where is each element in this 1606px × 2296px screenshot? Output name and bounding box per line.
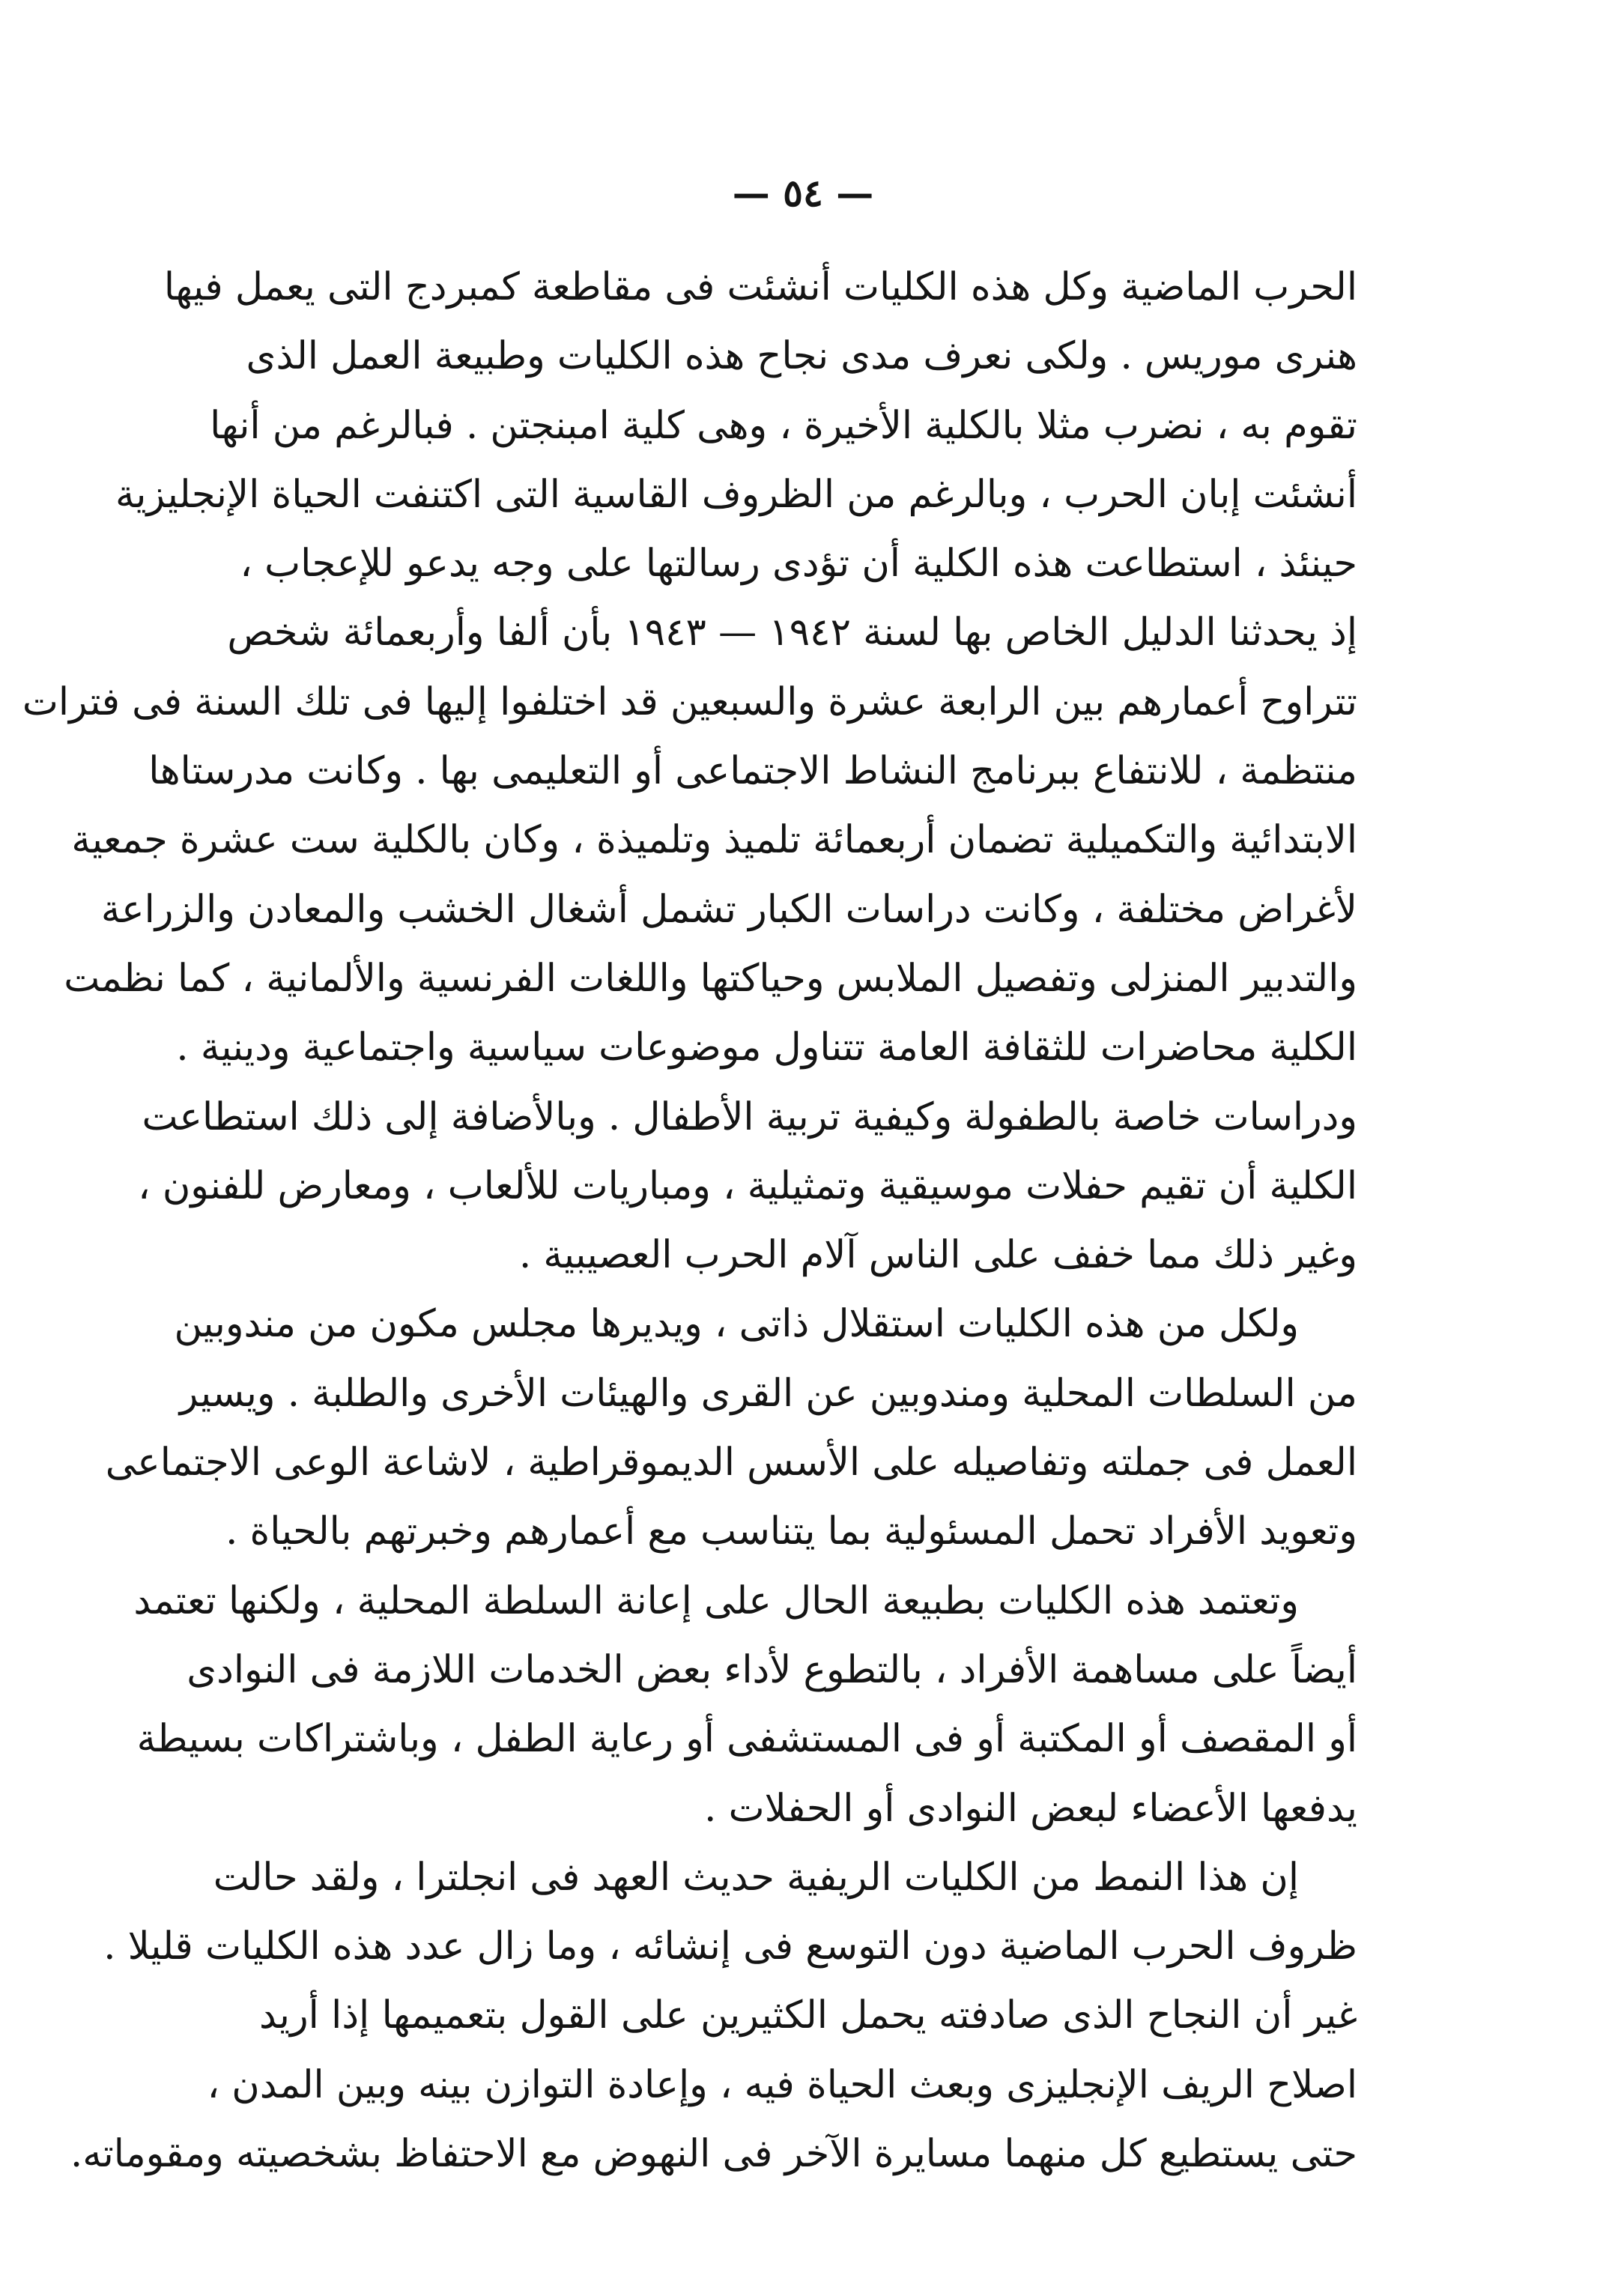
text-line: إن هذا النمط من الكليات الريفية حديث العهد فى انجلترا ، ولقد حالت (213, 1855, 1299, 1900)
text-line: الحرب الماضية وكل هذه الكليات أنشئت فى مقاطعة كمبردج التى يعمل فيها (163, 265, 1357, 309)
text-line: لأغراض مختلفة ، وكانت دراسات الكبار تشمل أشغال الخشب والمعادن والزراعة (100, 887, 1357, 932)
text-line: أو المقصف أو المكتبة أو فى المستشفى أو رعاية الطفل ، وباشتراكات بسيطة (136, 1717, 1357, 1762)
text-line: اصلاح الريف الإنجليزى وبعث الحياة فيه ، وإعادة التوازن بينه وبين المدن ، (207, 2062, 1357, 2107)
text-line: وتعويد الأفراد تحمل المسئولية بما يتناسب مع أعمارهم وخبرتهم بالحياة . (225, 1509, 1357, 1554)
text-line: حتى يستطيع كل منهما مسايرة الآخر فى النهوض مع الاحتفاظ بشخصيته ومقوماته. (70, 2132, 1357, 2177)
text-line: والتدبير المنزلى وتفصيل الملابس وحياكتها واللغات الفرنسية والألمانية ، كما نظمت (64, 956, 1357, 1001)
page-number: — ٥٤ — (732, 171, 874, 215)
text-line: أنشئت إبان الحرب ، وبالرغم من الظروف القاسية التى اكتنفت الحياة الإنجليزية (115, 472, 1357, 517)
text-line: تقوم به ، نضرب مثلا بالكلية الأخيرة ، وهى كلية امبنجتن . فبالرغم من أنها (210, 403, 1357, 448)
body-text (22, 253, 1357, 2189)
text-line: ودراسات خاصة بالطفولة وكيفية تربية الأطفال . وبالأضافة إلى ذلك استطاعت (142, 1094, 1357, 1139)
text-line: وغير ذلك مما خفف على الناس آلام الحرب العصيبية . (518, 1233, 1357, 1278)
text-line: يدفعها الأعضاء لبعض النوادى أو الحفلات . (704, 1786, 1357, 1831)
text-line: حينئذ ، استطاعت هذه الكلية أن تؤدى رسالتها على وجه يدعو للإعجاب ، (240, 542, 1357, 587)
text-line: العمل فى جملته وتفاصيله على الأسس الديموقراطية ، لاشاعة الوعى الاجتماعى (105, 1441, 1357, 1485)
text-line: ظروف الحرب الماضية دون التوسع فى إنشائه ، وما زال عدد هذه الكليات قليلا . (103, 1924, 1357, 1969)
text-line: الابتدائية والتكميلية تضمان أربعمائة تلميذ وتلميذة ، وكان بالكلية ست عشرة جمعية (71, 818, 1357, 863)
text-line: وتعتمد هذه الكليات بطبيعة الحال على إعانة السلطة المحلية ، ولكنها تعتمد (133, 1578, 1299, 1623)
text-line: غير أن النجاح الذى صادفته يحمل الكثيرين على القول بتعميمها إذا أريد (259, 1993, 1357, 2038)
text-line: ولكل من هذه الكليات استقلال ذاتى ، ويديرها مجلس مكون من مندوبين (174, 1302, 1299, 1347)
text-line: منتظمة ، للانتفاع ببرنامج النشاط الاجتماعى أو التعليمى بها . وكانت مدرستاها (148, 749, 1357, 794)
text-line: تتراوح أعمارهم بين الرابعة عشرة والسبعين قد اختلفوا إليها فى تلك السنة فى فترات (22, 679, 1357, 724)
text-line: إذ يحدثنا الدليل الخاص بها لسنة ١٩٤٢ — ١٩٤٣ بأن ألفا وأربعمائة شخص (227, 611, 1357, 655)
text-line: هنرى موريس . ولكى نعرف مدى نجاح هذه الكليات وطبيعة العمل الذى (246, 334, 1357, 379)
text-line: الكلية محاضرات للثقافة العامة تتناول موضوعات سياسية واجتماعية ودينية . (176, 1026, 1357, 1070)
text-line: أيضاً على مساهمة الأفراد ، بالتطوع لأداء بعض الخدمات اللازمة فى النوادى (187, 1647, 1357, 1692)
text-line: من السلطات المحلية ومندوبين عن القرى والهيئات الأخرى والطلبة . ويسير (179, 1371, 1357, 1416)
text-line: الكلية أن تقيم حفلات موسيقية وتمثيلية ، ومباريات للألعاب ، ومعارض للفنون ، (138, 1163, 1357, 1208)
